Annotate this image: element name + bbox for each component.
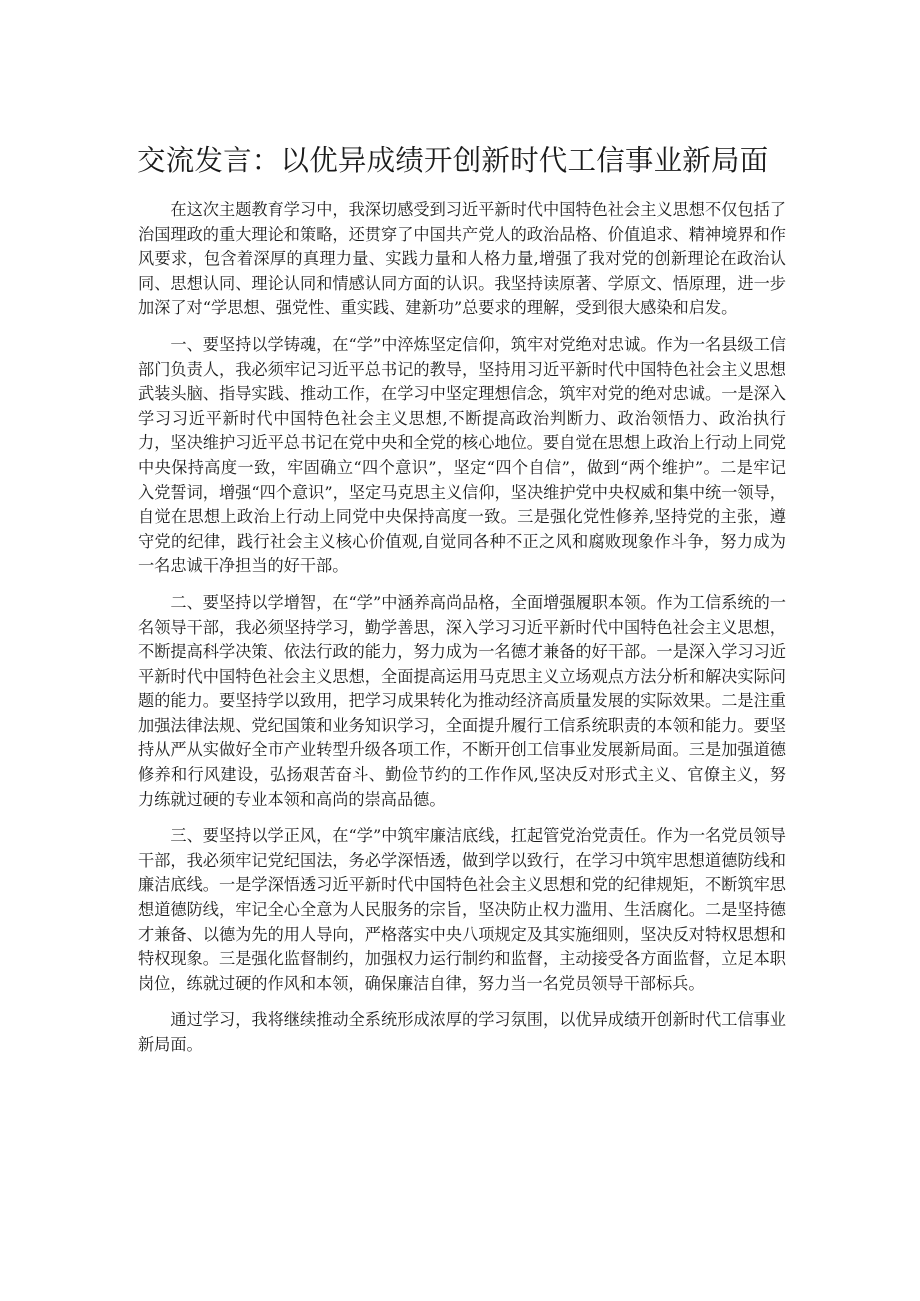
paragraph-intro: 在这次主题教育学习中，我深切感受到习近平新时代中国特色社会主义思想不仅包括了治国理政的重大理论和策略，还贯穿了中国共产党人的政治品格、价值追求、精神境界和作风要求，包含着深厚的真理力量、实践力量和人格力量,增强了我对党的创新理论在政治认同、思想认同、理论认同和情感认同方面的认识。我坚持读原著、学原文、悟原理，进一步加深了对“学思想、强党性、重实践、建新功”总要求的理解，受到很大感染和启发。	[138, 200, 786, 318]
paragraph-section-1: 一、要坚持以学铸魂，在“学”中淬炼坚定信仰，筑牢对党绝对忠诚。作为一名县级工信部门负责人，我必须牢记习近平总书记的教导，坚持用习近平新时代中国特色社会主义思想武装头脑、指导实践、推动工作，在学习中坚定理想信念，筑牢对党的绝对忠诚。一是深入学习习近平新时代中国特色社会主义思想,不断提高政治判断力、政治领悟力、政治执行力，坚决维护习近平总书记在党中央和全党的核心地位。要自觉在思想上政治上行动上同党中央保持高度一致，牢固确立“四个意识”，坚定“四个自信”，做到“两个维护”。二是牢记入党誓词，增强“四个意识”，坚定马克思主义信仰，坚决维护党中央权威和集中统一领导，自觉在思想上政治上行动上同党中央保持高度一致。三是强化党性修养,坚持党的主张，遵守党的纪律，践行社会主义核心价值观,自觉同各种不正之风和腐败现象作斗争，努力成为一名忠诚干净担当的好干部。	[138, 334, 786, 576]
document-body	[138, 198, 786, 1070]
paragraph-section-2: 二、要坚持以学增智，在“学”中涵养高尚品格，全面增强履职本领。作为工信系统的一名领导干部，我必须坚持学习，勤学善思，深入学习习近平新时代中国特色社会主义思想，不断提高科学决策、依法行政的能力，努力成为一名德才兼备的好干部。一是深入学习习近平新时代中国特色社会主义思想，全面提高运用马克思主义立场观点方法分析和解决实际问题的能力。要坚持学以致用，把学习成果转化为推动经济高质量发展的实际效果。二是注重加强法律法规、党纪国策和业务知识学习，全面提升履行工信系统职责的本领和能力。要坚持从严从实做好全市产业转型升级各项工作，不断开创工信事业发展新局面。三是加强道德修养和行风建设，弘扬艰苦奋斗、勤俭节约的工作作风,坚决反对形式主义、官僚主义，努力练就过硬的专业本领和高尚的崇高品德。	[138, 592, 786, 809]
paragraph-section-3: 三、要坚持以学正风，在“学”中筑牢廉洁底线，扛起管党治党责任。作为一名党员领导干部，我必须牢记党纪国法，务必学深悟透，做到学以致行，在学习中筑牢思想道德防线和廉洁底线。一是学深悟透习近平新时代中国特色社会主义思想和党的纪律规矩，不断筑牢思想道德防线，牢记全心全意为人民服务的宗旨，坚决防止权力滥用、生活腐化。二是坚持德才兼备、以德为先的用人导向，严格落实中央八项规定及其实施细则，坚决反对特权思想和特权现象。三是强化监督制约，加强权力运行制约和监督，主动接受各方面监督，立足本职岗位，练就过硬的作风和本领，确保廉洁自律，努力当一名党员领导干部标兵。	[138, 826, 786, 993]
document-title: 交流发言：以优异成绩开创新时代工信事业新局面	[137, 144, 769, 177]
paragraph-conclusion: 通过学习，我将继续推动全系统形成浓厚的学习氛围，以优异成绩开创新时代工信事业新局面。	[138, 1010, 786, 1054]
